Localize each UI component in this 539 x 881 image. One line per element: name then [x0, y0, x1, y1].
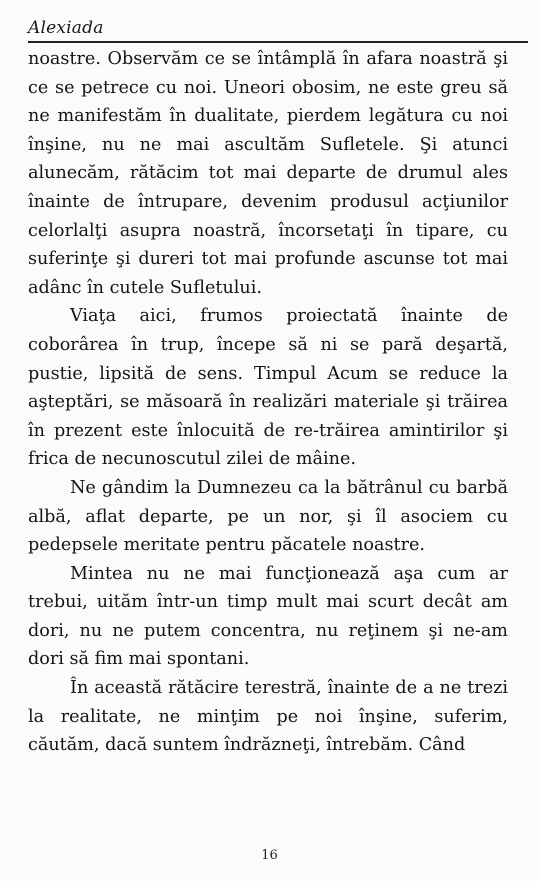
paragraph: Mintea nu ne mai funcţionează aşa cum ar trebui, uităm într-un timp mult mai scurt decât am dori, nu ne putem concentra, nu reţinem şi ne-am dori să fim mai spontani.	[28, 563, 508, 670]
body-text	[28, 45, 508, 760]
header-rule	[28, 41, 528, 43]
paragraph: Ne gândim la Dumnezeu ca la bătrânul cu barbă albă, aflat departe, pe un nor, şi îl asociem cu pedepsele meritate pentru păcatele noastre.	[28, 477, 508, 556]
page-number: 16	[261, 848, 278, 863]
paragraph: În această rătăcire terestră, înainte de a ne trezi la realitate, ne minţim pe noi înşine, suferim, căutăm, dacă suntem îndrăzneţi, întrebăm. Când	[28, 678, 508, 756]
running-header	[28, 18, 528, 44]
paragraph: Viaţa aici, frumos proiectată înainte de coborârea în trup, începe să ni se pară deşartă, pustie, lipsită de sens. Timpul Acum se reduce la aşteptări, se măsoară în realizări materiale şi trăirea în prezent este înlocuită de re-trăirea amintirilor şi frica de necunoscutul zilei de mâine.	[28, 306, 508, 470]
running-header-title: Alexiada	[28, 18, 104, 38]
paragraph-continued: noastre. Observăm ce se întâmplă în afara noastră şi ce se petrece cu noi. Uneori obosim, ne este greu să ne manifestăm în dualitate, pierdem legătura cu noi înşine, nu ne mai ascultăm Sufletele. Şi atunci alunecăm, rătăcim tot mai departe de drumul ales înainte de întrupare, devenim produsul acţiunilor celorlalţi asupra noastră, încorsetaţi în tipare, cu suferinţe şi dureri tot mai profunde ascunse tot mai adânc în cutele Sufletului.	[28, 49, 508, 298]
